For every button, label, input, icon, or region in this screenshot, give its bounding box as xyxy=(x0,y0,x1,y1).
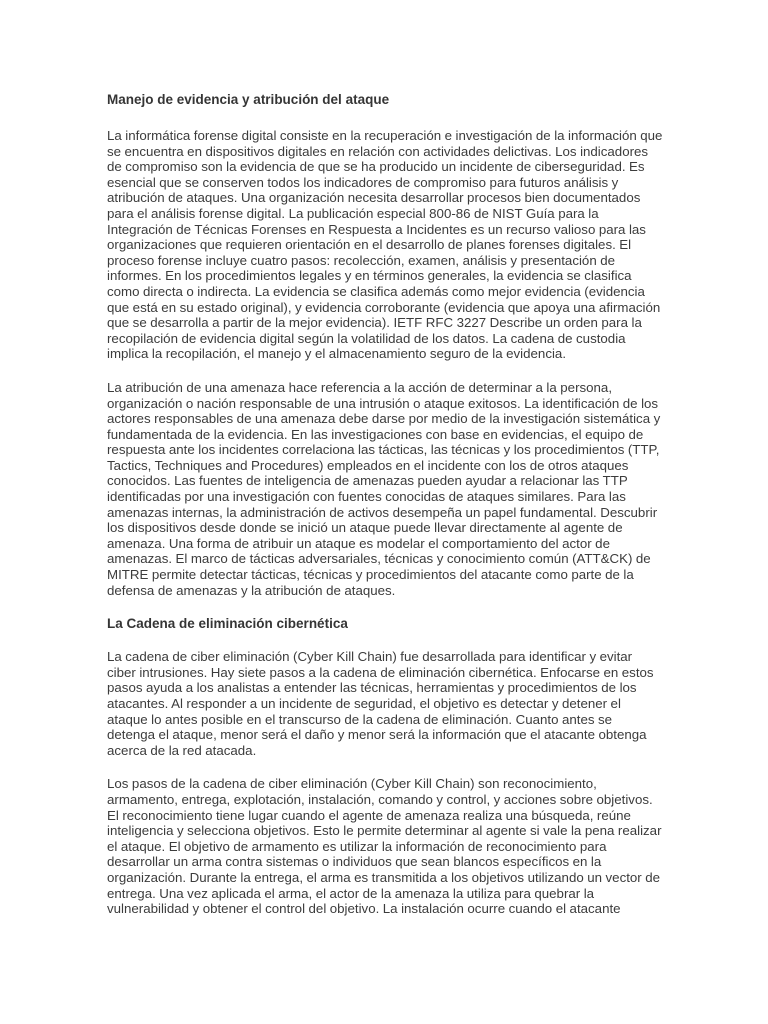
text-line: informes. En los procedimientos legales y en términos generales, la evidencia se clasifica xyxy=(107,268,632,284)
text-line: que está en su estado original), y evidencia corroborante (evidencia que apoya una afirmación xyxy=(107,299,661,315)
text-line: vulnerabilidad y obtener el control del objetivo. La instalación ocurre cuando el atacante xyxy=(107,901,621,917)
text-line: fundamentada de la evidencia. En las investigaciones con base en evidencias, el equipo de xyxy=(107,426,644,442)
text-line: los dispositivos desde donde se inició un ataque puede llevar directamente al agente de xyxy=(107,520,623,536)
text-line: esencial que se conserven todos los indicadores de compromiso para futuros análisis y xyxy=(107,174,619,190)
text-line: que se desarrolla a partir de la mejor evidencia). IETF RFC 3227 Describe un orden para la xyxy=(107,315,642,331)
text-line: Los pasos de la cadena de ciber eliminación (Cyber Kill Chain) son reconocimiento, xyxy=(107,776,597,792)
text-line: La cadena de ciber eliminación (Cyber Kill Chain) fue desarrollada para identificar y evitar xyxy=(107,649,633,665)
paragraph-kill-chain-steps xyxy=(107,776,663,916)
text-line: desarrollar un arma contra sistemas o individuos que sean blancos específicos en la xyxy=(107,854,602,870)
text-line: actores responsables de una amenaza debe darse por medio de la investigación sistemática y xyxy=(107,411,661,427)
text-line: para el análisis forense digital. La publicación especial 800-86 de NIST Guía para la xyxy=(107,205,599,221)
text-line: inteligencia y selecciona objetivos. Esto le permite determinar al agente si vale la pena realizar xyxy=(107,823,662,839)
text-line: proceso forense incluye cuatro pasos: recolección, examen, análisis y presentación de xyxy=(107,252,615,268)
text-line: pasos ayuda a los analistas a entender las técnicas, herramientas y procedimientos de los xyxy=(107,680,637,696)
paragraph-attribution xyxy=(107,380,663,598)
text-line: identificadas por una investigación con fuentes conocidas de ataques similares. Para las xyxy=(107,489,626,505)
paragraph-kill-chain-intro xyxy=(107,649,663,758)
text-line: MITRE permite detectar tácticas, técnicas y procedimientos del atacante como parte de la xyxy=(107,567,634,583)
text-line: como directa o indirecta. La evidencia se clasifica además como mejor evidencia (evidencia xyxy=(107,283,645,299)
text-line: se encuentra en dispositivos digitales en relación con actividades delictivas. Los indicadores xyxy=(107,143,649,159)
text-line: La informática forense digital consiste en la recuperación e investigación de la información que xyxy=(107,128,663,143)
text-line: defensa de amenazas y la atribución de ataques. xyxy=(107,582,396,598)
text-line: Integración de Técnicas Forenses en Respuesta a Incidentes es un recurso valioso para las xyxy=(107,221,646,237)
text-line: ataque lo antes posible en el transcurso de la cadena de eliminación. Cuanto antes se xyxy=(107,711,613,727)
text-line: Tactics, Techniques and Procedures) empleados en el incidente con los de otros ataques xyxy=(107,457,629,473)
text-line: amenazas internas, la administración de activos desempeña un papel fundamental. Descubrir xyxy=(107,504,658,520)
text-line: El reconocimiento tiene lugar cuando el agente de amenaza realiza una búsqueda, reúne xyxy=(107,807,631,823)
text-line: implica la recopilación, el manejo y el almacenamiento seguro de la evidencia. xyxy=(107,346,567,362)
document-page xyxy=(107,90,663,917)
text-line: organización o nación responsable de una intrusión o ataque exitosos. La identificación de los xyxy=(107,395,659,411)
text-line: conocidos. Las fuentes de inteligencia de amenazas pueden ayudar a relacionar las TTP xyxy=(107,473,628,489)
text-line: armamento, entrega, explotación, instalación, comando y control, y acciones sobre objetivos. xyxy=(107,791,653,807)
text-line: organizaciones que requieren orientación en el desarrollo de planes forenses digitales. El xyxy=(107,237,632,253)
text-line: organización. Durante la entrega, el arma es transmitida a los objetivos utilizando un vector de xyxy=(107,869,661,885)
paragraph-forensics xyxy=(107,128,663,362)
text-line: detenga el ataque, menor será el daño y menor será la información que el atacante obtenga xyxy=(107,727,647,743)
section-heading-kill-chain: La Cadena de eliminación cibernética xyxy=(107,616,348,632)
text-line: entrega. Una vez aplicada el arma, el actor de la amenaza la utiliza para quebrar la xyxy=(107,885,595,901)
text-line: recopilación de evidencia digital según la volatilidad de los datos. La cadena de custodia xyxy=(107,330,626,346)
text-line: acerca de la red atacada. xyxy=(107,742,257,758)
text-line: amenaza. Una forma de atribuir un ataque es modelar el comportamiento del actor de xyxy=(107,535,610,551)
text-line: el ataque. El objetivo de armamento es utilizar la información de reconocimiento para xyxy=(107,838,607,854)
text-line: respuesta ante los incidentes correlaciona las tácticas, las técnicas y los procedimientos (TTP, xyxy=(107,442,660,458)
text-line: atacantes. Al responder a un incidente de seguridad, el objetivo es detectar y detener el xyxy=(107,696,621,711)
text-line: atribución de ataques. Una organización necesita desarrollar procesos bien documentados xyxy=(107,190,641,206)
text-line: La atribución de una amenaza hace referencia a la acción de determinar a la persona, xyxy=(107,379,613,395)
section-heading-evidence: Manejo de evidencia y atribución del ataque xyxy=(107,92,390,107)
text-line: de compromiso son la evidencia de que se ha producido un incidente de ciberseguridad. Es xyxy=(107,159,645,175)
text-line: ciber intrusiones. Hay siete pasos a la cadena de eliminación cibernética. Enfocarse en estos xyxy=(107,664,654,680)
text-line: amenazas. El marco de tácticas adversariales, técnicas y conocimiento común (ATT&CK) de xyxy=(107,551,651,567)
